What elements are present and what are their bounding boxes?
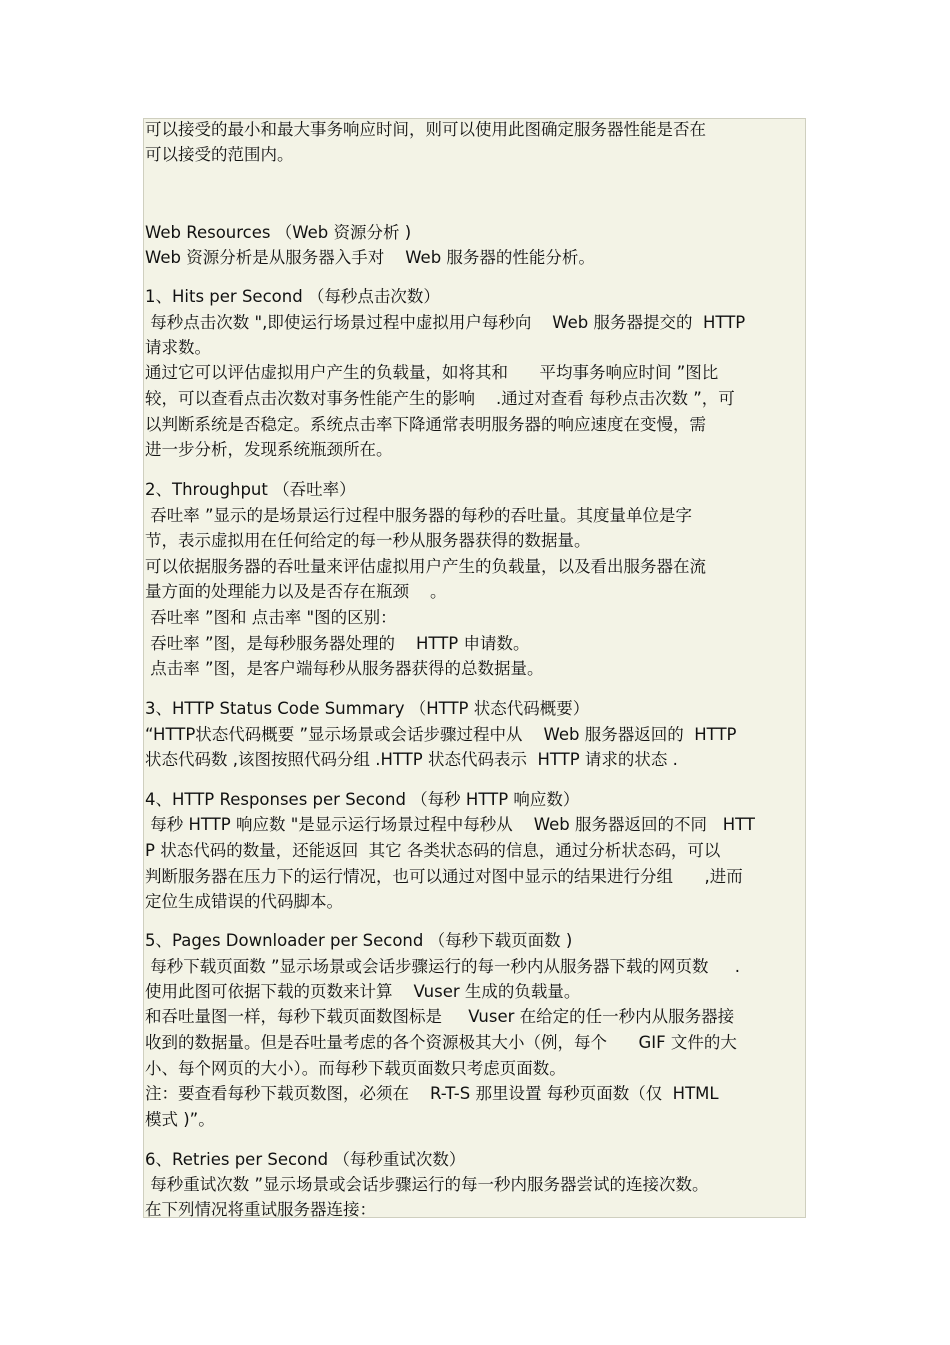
text-line: 在下列情况将重试服务器连接： xyxy=(145,1200,376,1219)
text-line: 可以依据服务器的吞吐量来评估虚拟用户产生的负载量，以及看出服务器在流 xyxy=(145,557,706,576)
section-heading-throughput: 2、Throughput （吞吐率） xyxy=(145,480,356,499)
text-line: 较，可以查看点击次数对事务性能产生的影响 .通过对查看 每秒点击次数 ”，可 xyxy=(145,389,735,408)
text-line: 每秒下载页面数 ”显示场景或会话步骤运行的每一秒内从服务器下载的网页数 . xyxy=(145,957,741,976)
section-heading-http-responses-per-second: 4、HTTP Responses per Second （每秒 HTTP 响应数） xyxy=(145,790,580,809)
text-line: 判断服务器在压力下的运行情况，也可以通过对图中显示的结果进行分组 ,进而 xyxy=(145,867,743,886)
text-line: 可以接受的最小和最大事务响应时间，则可以使用此图确定服务器性能是否在 xyxy=(145,120,706,139)
text-line: 进一步分析，发现系统瓶颈所在。 xyxy=(145,440,393,459)
text-line: 吞吐率 ”图和 点击率 "图的区别： xyxy=(145,608,397,627)
text-line: 吞吐率 ”显示的是场景运行过程中服务器的每秒的吞吐量。其度量单位是字 xyxy=(145,506,693,525)
text-line: 可以接受的范围内。 xyxy=(145,145,294,164)
section-heading-web-resources: Web Resources （Web 资源分析 ) xyxy=(145,223,412,242)
text-line: 吞吐率 ”图，是每秒服务器处理的 HTTP 申请数。 xyxy=(145,634,530,653)
text-line: 点击率 ”图，是客户端每秒从服务器获得的总数据量。 xyxy=(145,659,544,678)
text-line: 量方面的处理能力以及是否存在瓶颈 。 xyxy=(145,582,447,601)
text-line: 使用此图可依据下载的页数来计算 Vuser 生成的负载量。 xyxy=(145,982,581,1001)
text-line: 每秒点击次数 ",即使运行场景过程中虚拟用户每秒向 Web 服务器提交的 HTTP xyxy=(145,313,746,332)
text-line: 模式 )”。 xyxy=(145,1110,215,1129)
text-line: 定位生成错误的代码脚本。 xyxy=(145,892,343,911)
section-heading-http-status-code-summary: 3、HTTP Status Code Summary （HTTP 状态代码概要） xyxy=(145,699,590,718)
text-line: 收到的数据量。但是吞吐量考虑的各个资源极其大小（例，每个 GIF 文件的大 xyxy=(145,1033,737,1052)
text-line: 以判断系统是否稳定。系统点击率下降通常表明服务器的响应速度在变慢，需 xyxy=(145,415,706,434)
text-line: 请求数。 xyxy=(145,338,211,357)
text-line: 注：要查看每秒下载页数图，必须在 R-T-S 那里设置 每秒页面数（仅 HTML xyxy=(145,1084,719,1103)
text-line: 节，表示虚拟用在任何给定的每一秒从服务器获得的数据量。 xyxy=(145,531,591,550)
text-line: P 状态代码的数量，还能返回 其它 各类状态码的信息，通过分析状态码，可以 xyxy=(145,841,721,860)
text-line: 状态代码数 ,该图按照代码分组 .HTTP 状态代码表示 HTTP 请求的状态 . xyxy=(145,750,678,769)
text-line: 通过它可以评估虚拟用户产生的负载量，如将其和 平均事务响应时间 ”图比 xyxy=(145,363,719,382)
text-line: Web 资源分析是从服务器入手对 Web 服务器的性能分析。 xyxy=(145,248,595,267)
section-heading-hits-per-second: 1、Hits per Second （每秒点击次数） xyxy=(145,287,440,306)
text-line: 每秒 HTTP 响应数 "是显示运行场景过程中每秒从 Web 服务器返回的不同 HTT xyxy=(145,815,756,834)
text-line: “HTTP状态代码概要 ”显示场景或会话步骤过程中从 Web 服务器返回的 HTTP xyxy=(145,725,737,744)
text-line: 和吞吐量图一样，每秒下载页面数图标是 Vuser 在给定的任一秒内从服务器接 xyxy=(145,1007,735,1026)
section-heading-retries-per-second: 6、Retries per Second （每秒重试次数） xyxy=(145,1150,466,1169)
text-line: 每秒重试次数 ”显示场景或会话步骤运行的每一秒内服务器尝试的连接次数。 xyxy=(145,1175,709,1194)
section-heading-pages-downloader-per-second: 5、Pages Downloader per Second （每秒下载页面数 ) xyxy=(145,931,573,950)
text-line: 小、每个网页的大小）。而每秒下载页面数只考虑页面数。 xyxy=(145,1059,566,1078)
